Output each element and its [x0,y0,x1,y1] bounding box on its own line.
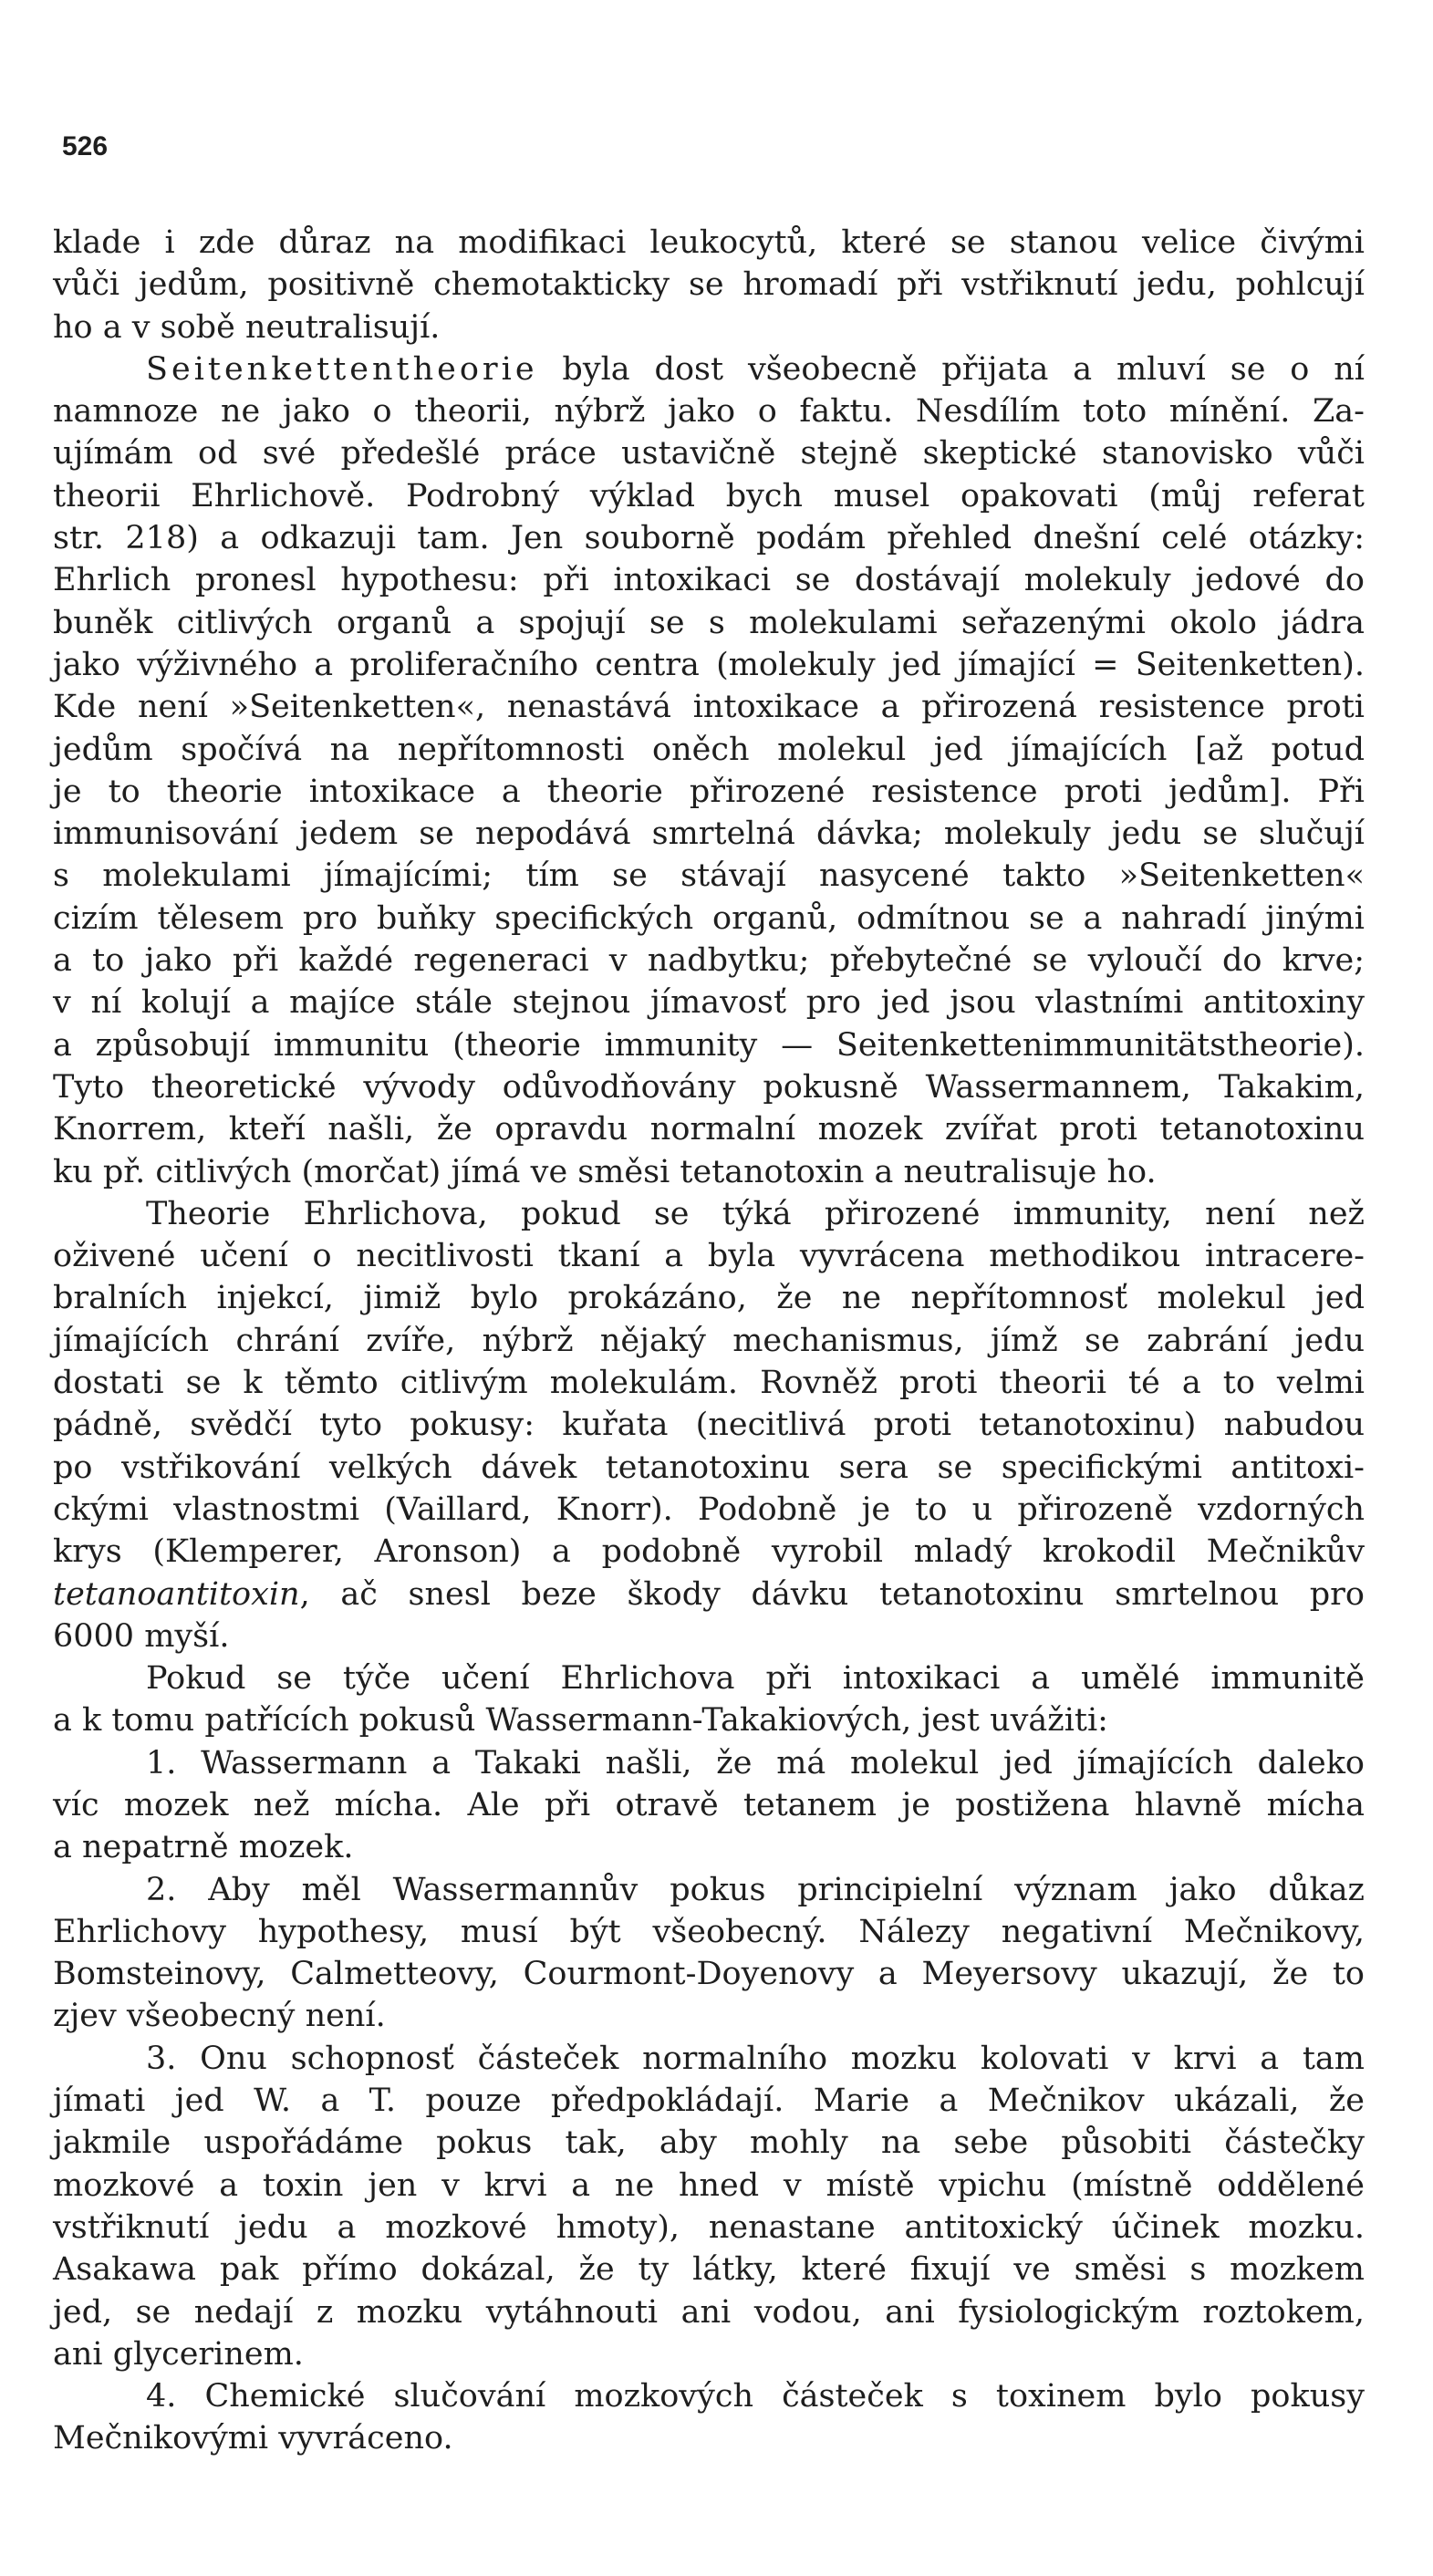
text-line: theorii Ehrlichově. Podrobný výklad bych musel opakovati (můj referat [53,477,1365,514]
text-line: jedům spočívá na nepřítomnosti oněch molekul jed jímajících [až potud [53,731,1365,768]
paragraph [53,1869,1365,2038]
text-line: pádně, svědčí tyto pokusy: kuřata (necitlivá proti tetanotoxinu) nabudou [53,1407,1365,1444]
text-line: 3. Onu schopnosť částeček normalního mozku kolovati v krvi a tam [146,2040,1365,2077]
text-line: Tyto theoretické vývody odůvodňovány pokusně Wassermannem, Takakim, [53,1068,1365,1106]
text-line: klade i zde důraz na modifikaci leukocytů, které se stanou velice čivými [53,224,1365,261]
paragraph [53,2038,1365,2375]
paragraph [53,1742,1365,1869]
text-line: jed, se nedají z mozku vytáhnouti ani vodou, ani fysiologickým roztokem, [53,2293,1365,2331]
text-line: oživené učení o necitlivosti tkaní a byla vyvrácena methodikou intracere- [53,1238,1365,1275]
text-line: ani glycerinem. [53,2335,304,2373]
text-line: ho a v sobě neutralisují. [53,308,441,346]
body-text [53,222,1365,2460]
text-line: mozkové a toxin jen v krvi a ne hned v místě vpichu (místně oddělené [53,2166,1365,2204]
text-line: víc mozek než mícha. Ale při otravě tetanem je postižena hlavně mícha [53,1786,1365,1823]
text-line: 1. Wassermann a Takaki našli, že má molekul jed jímajících daleko [146,1744,1365,1781]
text-line: a k tomu patřících pokusů Wassermann-Takakiových, jest uvážiti: [53,1702,1108,1740]
text-line: immunisování jedem se nepodává smrtelná dávka; molekuly jedu se slučují [53,815,1365,853]
paragraph [53,1193,1365,1657]
paragraph [53,348,1365,1193]
text-line: Mečnikovými vyvráceno. [53,2420,453,2457]
paragraph [53,1657,1365,1742]
text-line: Theorie Ehrlichova, pokud se týká přirozené immunity, není než [146,1195,1365,1232]
page-number: 526 [62,131,109,161]
paragraph [53,222,1365,348]
text-line: a to jako při každé regeneraci v nadbytku; přebytečné se vyloučí do krve; [53,942,1365,980]
text-line: s molekulami jímajícími; tím se stávají nasycené takto »Seitenketten« [53,857,1365,895]
text-line: ujímám od své předešlé práce ustavičně stejně skeptické stanovisko vůči [53,435,1365,473]
text-line: buněk citlivých organů a spojují se s molekulami seřazenými okolo jádra [53,604,1365,641]
text-line: tetanoantitoxin, ač snesl beze škody dávku tetanotoxinu smrtelnou pro [53,1575,1365,1613]
text-line: namnoze ne jako o theorii, nýbrž jako o faktu. Nesdílím toto mínění. Za- [53,393,1365,431]
text-line: ku př. citlivých (morčat) jímá ve směsi tetanotoxin a neutralisuje ho. [53,1153,1157,1190]
text-line: v ní kolují a majíce stále stejnou jímavosť pro jed jsou vlastními antitoxiny [53,984,1365,1022]
text-line: je to theorie intoxikace a theorie přirozené resistence proti jedům]. Při [53,773,1365,810]
paragraph [53,2375,1365,2460]
text-line: Ehrlich pronesl hypothesu: při intoxikaci se dostávají molekuly jedové do [53,562,1365,599]
text-line: Asakawa pak přímo dokázal, že ty látky, které fixují ve směsi s mozkem [53,2251,1365,2289]
text-line: Bomsteinovy, Calmetteovy, Courmont-Doyenovy a Meyersovy ukazují, že to [53,1956,1365,1993]
text-line: po vstřikování velkých dávek tetanotoxinu sera se specifickými antitoxi- [53,1449,1365,1486]
text-line: a nepatrně mozek. [53,1829,354,1866]
text-line: jímati jed W. a T. pouze předpokládají. Marie a Mečnikov ukázali, že [53,2083,1365,2120]
text-line: jímajících chrání zvíře, nýbrž nějaký mechanismus, jímž se zabrání jedu [53,1322,1365,1359]
text-line: zjev všeobecný není. [53,1998,386,2035]
text-line: 4. Chemické slučování mozkových částeček s toxinem bylo pokusy [146,2378,1365,2415]
text-line: a způsobují immunitu (theorie immunity — Seitenkettenimmunitätstheorie). [53,1026,1365,1064]
text-line: Knorrem, kteří našli, že opravdu normalní mozek zvířat proti tetanotoxinu [53,1111,1365,1148]
text-line: vůči jedům, positivně chemotakticky se hromadí při vstřiknutí jedu, pohlcují [53,266,1365,304]
text-line: bralních injekcí, jimiž bylo prokázáno, že ne nepřítomnosť molekul jed [53,1280,1365,1317]
text-line: Kde není »Seitenketten«, nenastává intoxikace a přirozená resistence proti [53,689,1365,726]
text-line: ckými vlastnostmi (Vaillard, Knorr). Podobně je to u přirozeně vzdorných [53,1491,1365,1528]
text-line: Seitenkettentheorie byla dost všeobecně přijata a mluví se o ní [146,350,1365,388]
text-line: 6000 myší. [53,1617,230,1655]
text-line: dostati se k těmto citlivým molekulám. Rovněž proti theorii té a to velmi [53,1365,1365,1402]
text-line: cizím tělesem pro buňky specifických organů, odmítnou se a nahradí jinými [53,899,1365,937]
text-line: Pokud se týče učení Ehrlichova při intoxikaci a umělé immunitě [146,1660,1365,1698]
text-line: jako výživného a proliferačního centra (molekuly jed jímající = Seitenketten). [53,646,1365,683]
emphasized-term: Seitenkettentheorie [146,350,538,388]
text-line: jakmile uspořádáme pokus tak, aby mohly na sebe působiti částečky [53,2124,1365,2162]
text-line: 2. Aby měl Wassermannův pokus principielní význam jako důkaz [146,1871,1365,1908]
text-line: vstřiknutí jedu a mozkové hmoty), nenastane antitoxický účinek mozku. [53,2208,1365,2246]
text-line: krys (Klemperer, Aronson) a podobně vyrobil mladý krokodil Mečnikův [53,1533,1365,1571]
italic-term: tetanoantitoxin [53,1575,300,1613]
text-line: str. 218) a odkazuji tam. Jen souborně podám přehled dnešní celé otázky: [53,520,1365,557]
text-line: Ehrlichovy hypothesy, musí být všeobecný. Nálezy negativní Mečnikovy, [53,1913,1365,1950]
